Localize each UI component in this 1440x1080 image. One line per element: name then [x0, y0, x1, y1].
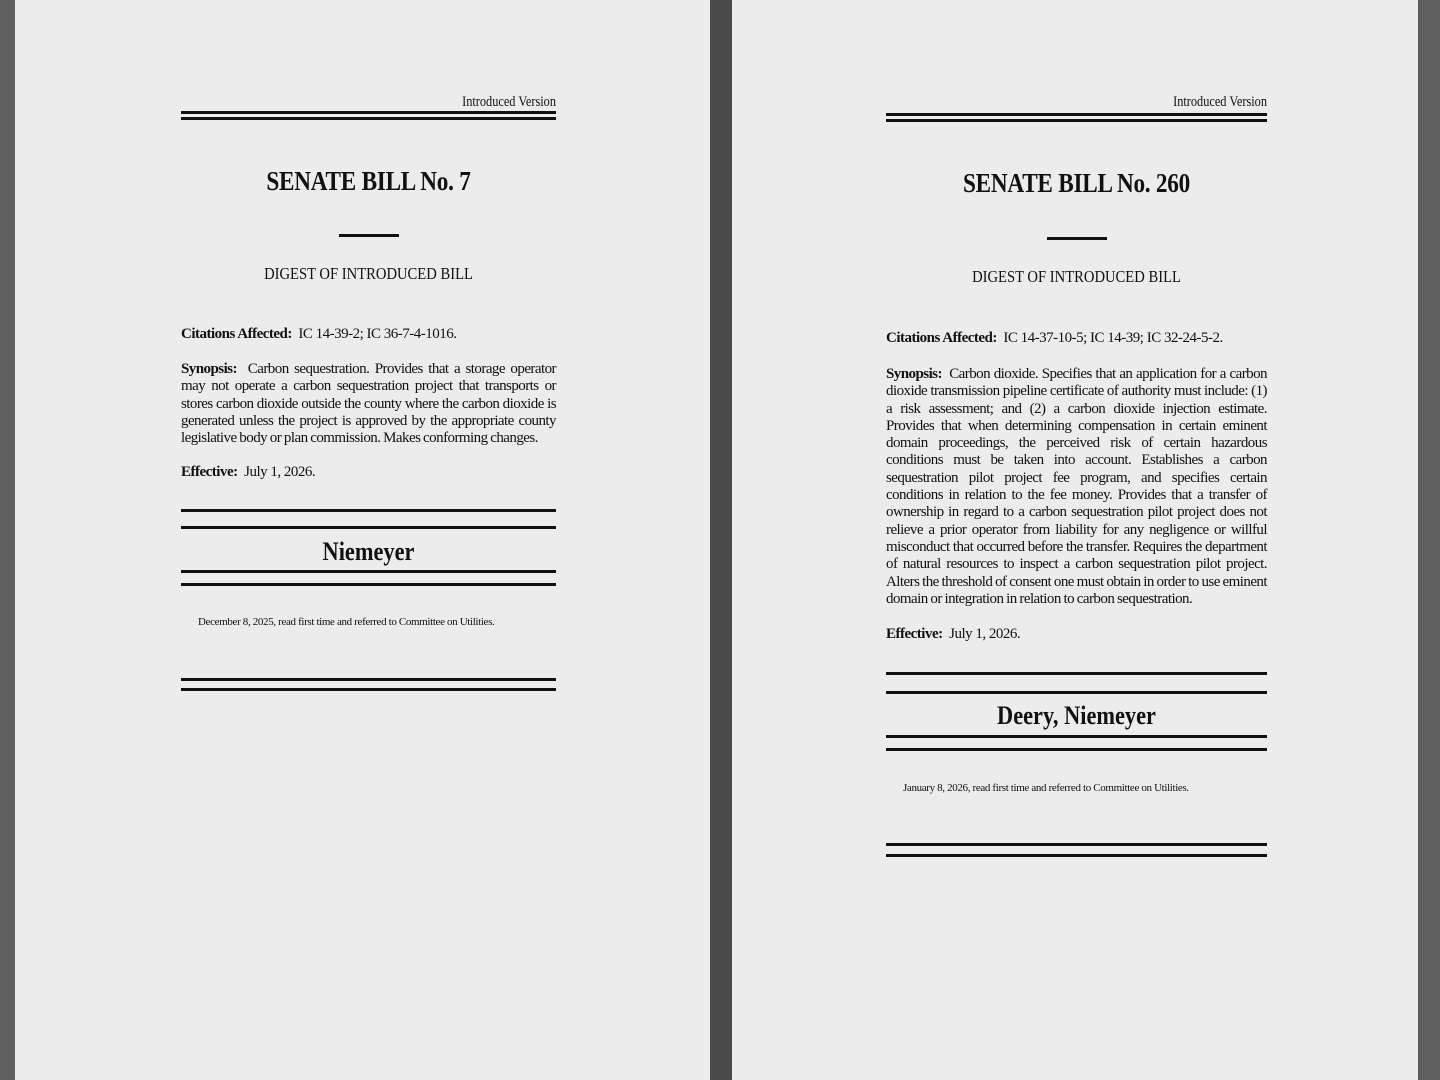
header-double-rule: [181, 111, 556, 120]
page-gap: [710, 0, 732, 1080]
bill-authors: Niemeyer: [322, 537, 415, 566]
legislative-action: January 8, 2026, read first time and referred to Committee on Utilities.: [903, 782, 1189, 794]
authors-bottom-rule: [181, 570, 556, 586]
effective-date: [181, 464, 556, 481]
citations-value: IC 14-39-2; IC 36-7-4-1016.: [298, 326, 457, 342]
effective-label: Effective:: [886, 626, 943, 642]
version-label: Introduced Version: [462, 94, 556, 110]
bill-page-left: [15, 0, 710, 1080]
citations-value: IC 14-37-10-5; IC 14-39; IC 32-24-5-2.: [1003, 330, 1223, 346]
bill-page-right: [732, 0, 1418, 1080]
authors-bottom-rule: [886, 735, 1267, 751]
synopsis-text: Carbon dioxide. Specifies that an application for a carbon dioxide transmission pipeline certificate of authority must include: (1) a risk assessment; and (2) a carbon dioxide injection estimate. Provides that when determining compensation in certain eminent domain proceedings, the perceived risk of certain hazardous conditions must be taken into account. Establishes a carbon sequestration pilot project fee program, and specifies certain conditions in relation to the fee money. Provides that a transfer of ownership in regard to a carbon sequestration pilot project does not relieve a prior operator from liability for any negligence or willful misconduct that occurred before the transfer. Requires the department of natural resources to inspect a carbon sequestration pilot project. Alters the threshold of consent one must obtain in order to use eminent domain or integration in relation to carbon sequestration.: [886, 366, 1267, 607]
legislative-action: December 8, 2025, read first time and referred to Committee on Utilities.: [198, 616, 495, 628]
authors-top-rule: [181, 509, 556, 529]
digest-heading: DIGEST OF INTRODUCED BILL: [972, 267, 1181, 286]
effective-date: [886, 626, 1267, 643]
effective-value: July 1, 2026.: [949, 626, 1021, 642]
citations-label: Citations Affected:: [181, 326, 292, 342]
citations-label: Citations Affected:: [886, 330, 997, 346]
digest-heading: DIGEST OF INTRODUCED BILL: [264, 264, 473, 283]
synopsis-label: Synopsis:: [886, 366, 942, 382]
bill-title: SENATE BILL No. 7: [266, 166, 471, 196]
effective-label: Effective:: [181, 464, 238, 480]
title-short-rule: [886, 237, 1267, 240]
citations-affected: [886, 330, 1267, 347]
footer-double-rule: [886, 843, 1267, 857]
citations-affected: [181, 326, 556, 343]
footer-double-rule: [181, 678, 556, 691]
bill-authors: Deery, Niemeyer: [997, 701, 1156, 730]
authors-top-rule: [886, 672, 1267, 694]
synopsis: [181, 361, 556, 447]
bill-title: SENATE BILL No. 260: [963, 168, 1190, 198]
version-label: Introduced Version: [1173, 94, 1267, 110]
synopsis-label: Synopsis:: [181, 361, 237, 377]
title-short-rule: [181, 234, 556, 237]
synopsis-text: Carbon sequestration. Provides that a storage operator may not operate a carbon sequestration project that transports or stores carbon dioxide outside the county where the carbon dioxide is generated unless the project is approved by the appropriate county legislative body or plan commission. Makes conforming changes.: [181, 361, 556, 447]
synopsis: [886, 366, 1267, 608]
effective-value: July 1, 2026.: [244, 464, 316, 480]
header-double-rule: [886, 113, 1267, 122]
